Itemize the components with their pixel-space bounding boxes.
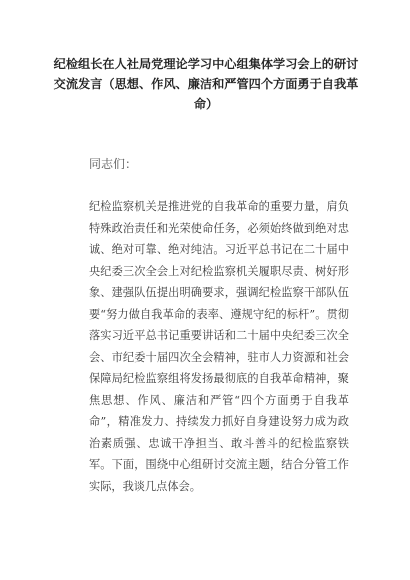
salutation: 同志们： bbox=[89, 157, 138, 171]
body-paragraph: 纪检监察机关是推进党的自我革命的重要力量，肩负特殊政治责任和光荣使命任务，必须始终做到绝对忠诚、绝对可靠、绝对纯洁。习近平总书记在二十届中央纪委三次全会上对纪检监察机关履职尽责、树好形象、建强队伍提出明确要求，强调纪检监察干部队伍要“努力做自我革命的表率、遵规守纪的标杆”。贯彻落实习近平总书记重要讲话和二十届中央纪委三次全会、市纪委十届四次全会精神，驻市人力资源和社会保障局纪检监察组将发扬最彻底的自我革命精神，聚焦思想、作风、廉洁和严管“四个方面勇于自我革命”，精准发力、持续发力抓好自身建设努力成为政治素质强、忠诚干净担当、敢斗善斗的纪检监察铁军。下面，围绕中心组研讨交流主题，结合分管工作实际，我谈几点体会。 bbox=[89, 200, 349, 493]
document-title: 纪检组长在人社局党理论学习中心组集体学习会上的研讨交流发言（思想、作风、廉洁和严管四个方面勇于自我革命） bbox=[53, 57, 359, 111]
